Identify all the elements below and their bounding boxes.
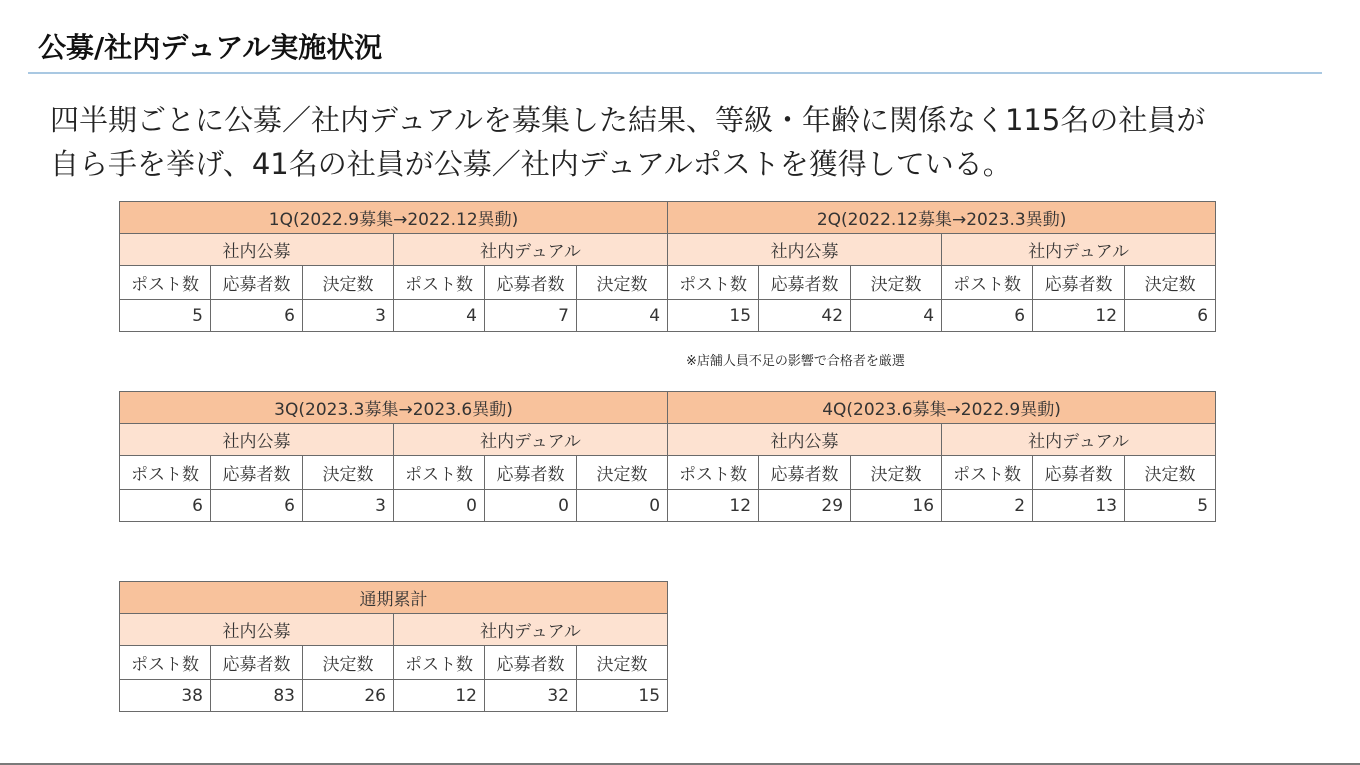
value-cell: 4 [577,300,668,332]
value-cell: 0 [485,490,577,522]
group-header-dual: 社内デュアル [394,234,668,266]
value-cell: 2 [942,490,1033,522]
table-3q-4q [119,391,1216,522]
value-cell: 6 [211,300,303,332]
value-cell: 15 [577,680,668,712]
col-decided: 決定数 [577,646,668,680]
value-row [120,490,1216,522]
value-cell: 6 [1125,300,1216,332]
col-decided: 決定数 [577,456,668,490]
value-cell: 15 [668,300,759,332]
column-header-row [120,266,1216,300]
col-applicants: 応募者数 [211,266,303,300]
table-cumulative [119,581,668,712]
col-applicants: 応募者数 [211,646,303,680]
period-header-2q: 2Q(2022.12募集→2023.3異動) [668,202,1216,234]
footnote: ※店舗人員不足の影響で合格者を厳選 [686,354,905,369]
value-cell: 12 [1033,300,1125,332]
col-applicants: 応募者数 [485,456,577,490]
value-cell: 12 [394,680,485,712]
col-applicants: 応募者数 [759,456,851,490]
value-cell: 3 [303,490,394,522]
col-decided: 決定数 [303,266,394,300]
group-row [120,424,1216,456]
lead-text [50,98,1340,186]
value-cell: 29 [759,490,851,522]
group-header-dual: 社内デュアル [394,424,668,456]
group-header-koubo: 社内公募 [120,424,394,456]
value-cell: 26 [303,680,394,712]
col-post: ポスト数 [120,456,211,490]
col-post: ポスト数 [394,646,485,680]
column-header-row [120,456,1216,490]
value-row [120,680,668,712]
col-applicants: 応募者数 [211,456,303,490]
group-header-koubo: 社内公募 [120,614,394,646]
col-decided: 決定数 [577,266,668,300]
value-cell: 38 [120,680,211,712]
group-header-dual: 社内デュアル [942,424,1216,456]
value-cell: 32 [485,680,577,712]
page-title: 公募/社内デュアル実施状況 [38,31,383,64]
col-post: ポスト数 [668,266,759,300]
col-post: ポスト数 [942,456,1033,490]
period-row [120,392,1216,424]
col-decided: 決定数 [851,456,942,490]
value-cell: 42 [759,300,851,332]
value-cell: 6 [120,490,211,522]
value-cell: 13 [1033,490,1125,522]
group-row [120,614,668,646]
col-applicants: 応募者数 [759,266,851,300]
period-row [120,582,668,614]
value-cell: 4 [394,300,485,332]
column-header-row [120,646,668,680]
value-cell: 0 [577,490,668,522]
value-cell: 0 [394,490,485,522]
col-post: ポスト数 [942,266,1033,300]
group-header-dual: 社内デュアル [394,614,668,646]
col-post: ポスト数 [394,266,485,300]
value-cell: 16 [851,490,942,522]
group-row [120,234,1216,266]
value-cell: 4 [851,300,942,332]
col-applicants: 応募者数 [485,266,577,300]
group-header-koubo: 社内公募 [668,234,942,266]
group-header-koubo: 社内公募 [668,424,942,456]
col-post: ポスト数 [120,266,211,300]
value-cell: 7 [485,300,577,332]
period-row [120,202,1216,234]
col-post: ポスト数 [394,456,485,490]
col-decided: 決定数 [303,456,394,490]
col-decided: 決定数 [303,646,394,680]
value-cell: 5 [120,300,211,332]
col-applicants: 応募者数 [1033,266,1125,300]
col-decided: 決定数 [851,266,942,300]
value-cell: 6 [211,490,303,522]
group-header-koubo: 社内公募 [120,234,394,266]
lead-line-1: 四半期ごとに公募／社内デュアルを募集した結果、等級・年齢に関係なく115名の社員が [50,103,1206,137]
table-1q-2q [119,201,1216,332]
period-header-cumulative: 通期累計 [120,582,668,614]
col-decided: 決定数 [1125,456,1216,490]
value-cell: 83 [211,680,303,712]
period-header-3q: 3Q(2023.3募集→2023.6異動) [120,392,668,424]
value-row [120,300,1216,332]
period-header-4q: 4Q(2023.6募集→2022.9異動) [668,392,1216,424]
lead-line-2: 自ら手を挙げ、41名の社員が公募／社内デュアルポストを獲得している。 [50,147,1012,181]
col-post: ポスト数 [668,456,759,490]
period-header-1q: 1Q(2022.9募集→2022.12異動) [120,202,668,234]
value-cell: 12 [668,490,759,522]
col-applicants: 応募者数 [485,646,577,680]
value-cell: 5 [1125,490,1216,522]
value-cell: 6 [942,300,1033,332]
col-decided: 決定数 [1125,266,1216,300]
col-applicants: 応募者数 [1033,456,1125,490]
group-header-dual: 社内デュアル [942,234,1216,266]
col-post: ポスト数 [120,646,211,680]
value-cell: 3 [303,300,394,332]
title-divider [28,72,1322,74]
